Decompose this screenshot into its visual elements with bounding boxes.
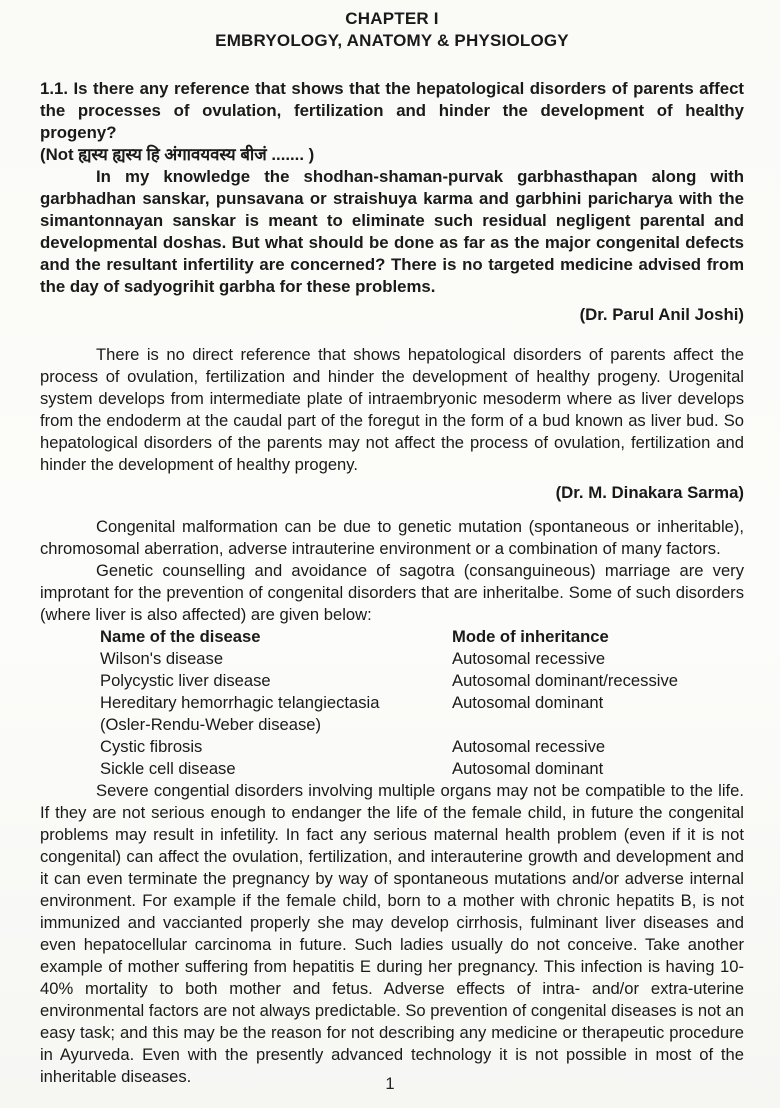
inheritance-table-body xyxy=(100,648,678,780)
para-congenital-malformation: Congenital malformation can be due to genetic mutation (spontaneous or inheritable), chromosomal aberration, adverse intrauterine environment or a combination of many factors. xyxy=(40,517,744,558)
table-row xyxy=(100,670,678,692)
table-row xyxy=(100,648,678,670)
table-cell: Cystic fibrosis xyxy=(100,737,203,756)
author-sarma: (Dr. M. Dinakara Sarma) xyxy=(555,483,744,502)
table-row xyxy=(100,692,678,714)
chapter-title: CHAPTER I xyxy=(345,9,439,28)
table-cell: Wilson's disease xyxy=(100,649,224,668)
table-cell: Sickle cell disease xyxy=(100,759,236,778)
table-cell: Polycystic liver disease xyxy=(100,671,271,690)
table-header-mode: Mode of inheritance xyxy=(452,627,609,646)
inheritance-table xyxy=(100,626,678,780)
table-cell: Autosomal dominant/recessive xyxy=(452,671,678,690)
answer-joshi: In my knowledge the shodhan-shaman-purvak garbhasthapan along with garbhadhan sanskar, punsavana or straishuya karma and garbhini paricharya with the simantonnayan sanskar is meant to eliminate such residual negligent parental and developmental doshas. But what should be done as far as the major congenital defects and the resultant infertility are concerned? There is no targeted medicine advised from the day of sadyogrihit garbha for these problems. xyxy=(40,167,744,296)
table-cell: Autosomal recessive xyxy=(452,737,606,756)
chapter-subtitle: EMBRYOLOGY, ANATOMY & PHYSIOLOGY xyxy=(215,31,569,50)
table-cell: Autosomal recessive xyxy=(452,649,606,668)
table-cell xyxy=(452,714,678,736)
table-cell: (Osler-Rendu-Weber disease) xyxy=(100,715,322,734)
question-1-1: 1.1. Is there any reference that shows that the hepatological disorders of parents affect the processes of ovulation, fertilization and hinder the development of healthy progeny? xyxy=(40,79,744,142)
table-header-disease: Name of the disease xyxy=(100,627,261,646)
author-joshi: (Dr. Parul Anil Joshi) xyxy=(579,305,744,324)
table-row xyxy=(100,714,678,736)
answer-sarma: There is no direct reference that shows hepatological disorders of parents affect the process of ovulation, fertilization and hinder the development of healthy progeny. Urogenital system develops from intermediate plate of intraembryonic mesoderm where as liver develops from the endoderm at the caudal part of the foregut in the form of a bud known as liver bud. So hepatological disorders of the parents may not affect the process of ovulation, fertilization and hinder the development of healthy progeny. xyxy=(40,345,744,474)
table-cell: Autosomal dominant xyxy=(452,693,604,712)
para-severe-congenital: Severe congential disorders involving multiple organs may not be compatible to the life. If they are not serious enough to endanger the life of the female child, in future the congenital problems may result in infetility. In fact any serious maternal health problem (even if it is not congenital) can affect the ovulation, fertilization, and interauterine growth and development and it can even terminate the pregnancy by way of spontaneous mutations and/or adverse internal environment. For example if the female child, born to a mother with chronic hepatits B, is not immunized and vaccianted properly she may develop cirrhosis, fulminant liver diseases and even hepatocellular carcinoma in future. Such ladies usually do not conceive. Take another example of mother suffering from hepatitis E during her pregnancy. This infection is having 10-40% mortality to both mother and fetus. Adverse effects of intra- and/or extra-uterine environmental factors are not always predictable. So prevention of congenital diseases is not an easy task; and this may be the reason for not describing any medicine or therapeutic procedure in Ayurveda. Even with the presently advanced technology it is not possible in most of the inheritable diseases. xyxy=(40,781,744,1086)
table-cell: Hereditary hemorrhagic telangiectasia xyxy=(100,693,380,712)
table-header-row xyxy=(100,626,678,648)
table-row xyxy=(100,736,678,758)
para-genetic-counselling: Genetic counselling and avoidance of sagotra (consanguineous) marriage are very improtant for the prevention of congenital disorders that are inheritalbe. Some of such disorders (where liver is also affected) are given below: xyxy=(40,561,744,624)
page-number: 1 xyxy=(385,1075,395,1093)
question-sanskrit-note: (Not ह्यस्य ह्यस्य हि अंगावयवस्य बीजं ....... ) xyxy=(40,145,315,164)
table-row xyxy=(100,758,678,780)
table-cell: Autosomal dominant xyxy=(452,759,604,778)
